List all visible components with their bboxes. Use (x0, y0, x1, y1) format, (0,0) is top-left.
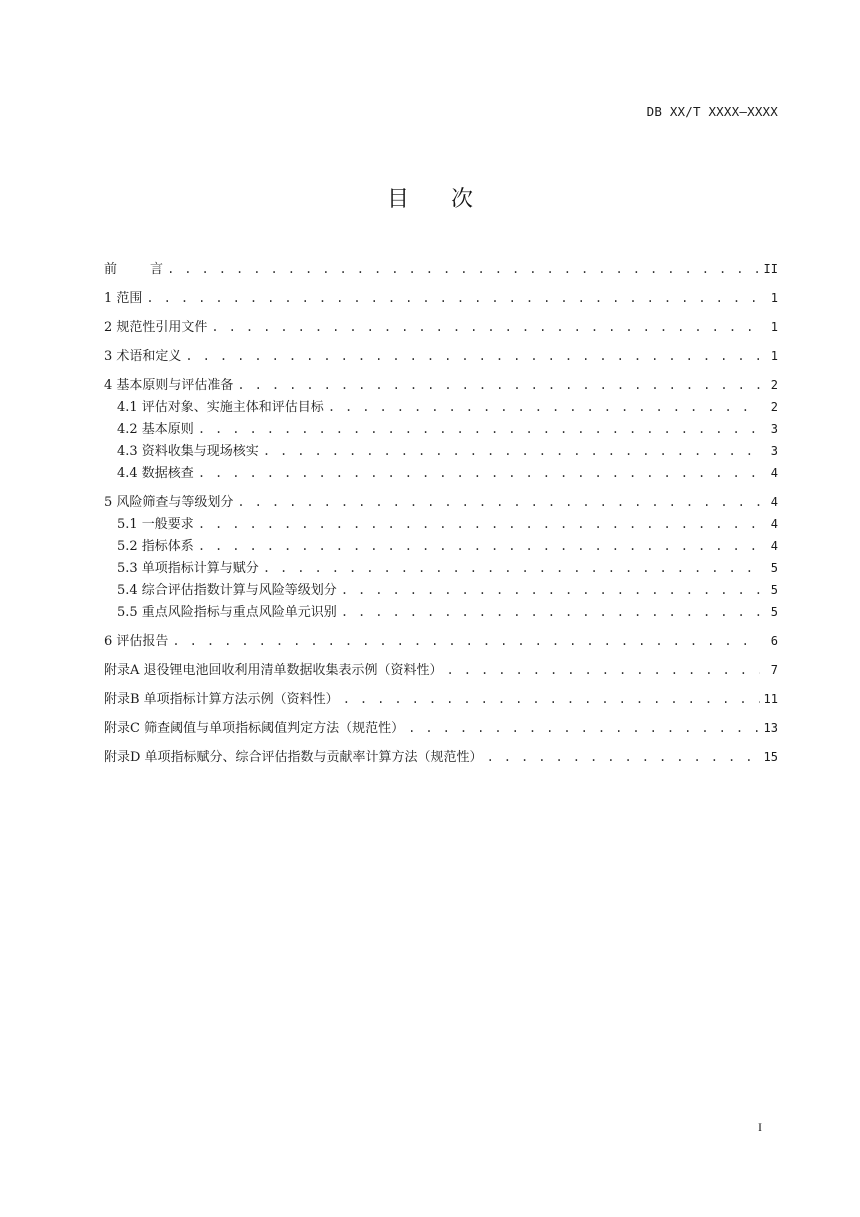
toc-entry-page: 4 (770, 466, 778, 480)
toc-leader-dots (237, 491, 760, 513)
toc-entry-label: 5.2 指标体系 (117, 539, 194, 554)
toc-entry-page: II (763, 262, 778, 276)
toc-entry[interactable] (104, 418, 778, 440)
page-number: I (758, 1120, 762, 1134)
toc-leader-dots (263, 557, 760, 579)
toc-leader-dots (341, 601, 760, 623)
table-of-contents (104, 258, 778, 768)
toc-entry-page: 4 (770, 539, 778, 553)
toc-entry[interactable] (104, 630, 778, 652)
toc-entry-label: 5.1 一般要求 (117, 517, 194, 532)
toc-entry[interactable] (104, 345, 778, 367)
toc-entry-page: 5 (770, 605, 778, 619)
toc-entry-label: 附录A 退役锂电池回收利用清单数据收集表示例（资料性） (104, 663, 443, 678)
toc-entry-label: 附录B 单项指标计算方法示例（资料性） (104, 692, 339, 707)
toc-entry-page: 7 (770, 663, 778, 677)
toc-entry-label: 4.3 资料收集与现场核实 (117, 444, 259, 459)
toc-entry[interactable] (104, 601, 778, 623)
toc-entry[interactable] (104, 579, 778, 601)
toc-entry-page: 5 (770, 561, 778, 575)
toc-entry[interactable] (104, 513, 778, 535)
toc-entry-page: 1 (770, 320, 778, 334)
toc-entry-page: 15 (763, 750, 778, 764)
toc-entry-label: 5 风险筛查与等级划分 (104, 495, 234, 510)
toc-entry-page: 4 (770, 517, 778, 531)
toc-entry[interactable] (104, 396, 778, 418)
toc-leader-dots (237, 374, 760, 396)
toc-entry-label: 5.3 单项指标计算与赋分 (117, 561, 259, 576)
toc-entry[interactable] (104, 535, 778, 557)
toc-entry-label: 前 言 (104, 262, 164, 277)
toc-leader-dots (341, 579, 760, 601)
toc-entry[interactable] (104, 746, 778, 768)
toc-title: 目次 (386, 187, 515, 212)
toc-entry-page: 6 (770, 634, 778, 648)
toc-leader-dots (487, 746, 760, 768)
toc-entry-label: 1 范围 (104, 291, 143, 306)
toc-entry-label: 6 评估报告 (104, 634, 169, 649)
toc-entry-page: 3 (770, 444, 778, 458)
toc-entry-page: 11 (763, 692, 778, 706)
toc-leader-dots (408, 717, 759, 739)
document-code: DB XX/T XXXX—XXXX (646, 104, 778, 119)
toc-entry-label: 2 规范性引用文件 (104, 320, 208, 335)
toc-entry-label: 4.4 数据核查 (117, 466, 194, 481)
toc-entry[interactable] (104, 258, 778, 280)
toc-entry-page: 1 (770, 349, 778, 363)
toc-leader-dots (447, 659, 760, 681)
toc-leader-dots (198, 462, 760, 484)
toc-entry-page: 2 (770, 378, 778, 392)
toc-leader-dots (211, 316, 760, 338)
toc-entry[interactable] (104, 374, 778, 396)
toc-leader-dots (185, 345, 760, 367)
toc-leader-dots (328, 396, 760, 418)
toc-entry-label: 5.5 重点风险指标与重点风险单元识别 (117, 605, 337, 620)
toc-entry[interactable] (104, 659, 778, 681)
toc-entry-page: 4 (770, 495, 778, 509)
toc-entry[interactable] (104, 717, 778, 739)
toc-entry[interactable] (104, 462, 778, 484)
toc-leader-dots (343, 688, 760, 710)
toc-entry-label: 5.4 综合评估指数计算与风险等级划分 (117, 583, 337, 598)
toc-entry[interactable] (104, 491, 778, 513)
toc-entry[interactable] (104, 316, 778, 338)
toc-leader-dots (172, 630, 760, 652)
toc-entry[interactable] (104, 557, 778, 579)
toc-entry[interactable] (104, 440, 778, 462)
toc-entry-page: 2 (770, 400, 778, 414)
toc-entry-page: 5 (770, 583, 778, 597)
toc-leader-dots (263, 440, 760, 462)
toc-entry[interactable] (104, 688, 778, 710)
toc-leader-dots (146, 287, 760, 309)
toc-entry-label: 4 基本原则与评估准备 (104, 378, 234, 393)
toc-entry-label: 4.2 基本原则 (117, 422, 194, 437)
toc-entry-page: 13 (763, 721, 778, 735)
toc-entry-label: 附录D 单项指标赋分、综合评估指数与贡献率计算方法（规范性） (104, 750, 483, 765)
toc-leader-dots (198, 535, 760, 557)
toc-entry-label: 3 术语和定义 (104, 349, 182, 364)
toc-entry[interactable] (104, 287, 778, 309)
toc-leader-dots (198, 418, 760, 440)
toc-leader-dots (198, 513, 760, 535)
toc-entry-page: 1 (770, 291, 778, 305)
toc-entry-label: 4.1 评估对象、实施主体和评估目标 (117, 400, 324, 415)
toc-entry-label: 附录C 筛查阈值与单项指标阈值判定方法（规范性） (104, 721, 405, 736)
toc-leader-dots (167, 258, 759, 280)
toc-entry-page: 3 (770, 422, 778, 436)
